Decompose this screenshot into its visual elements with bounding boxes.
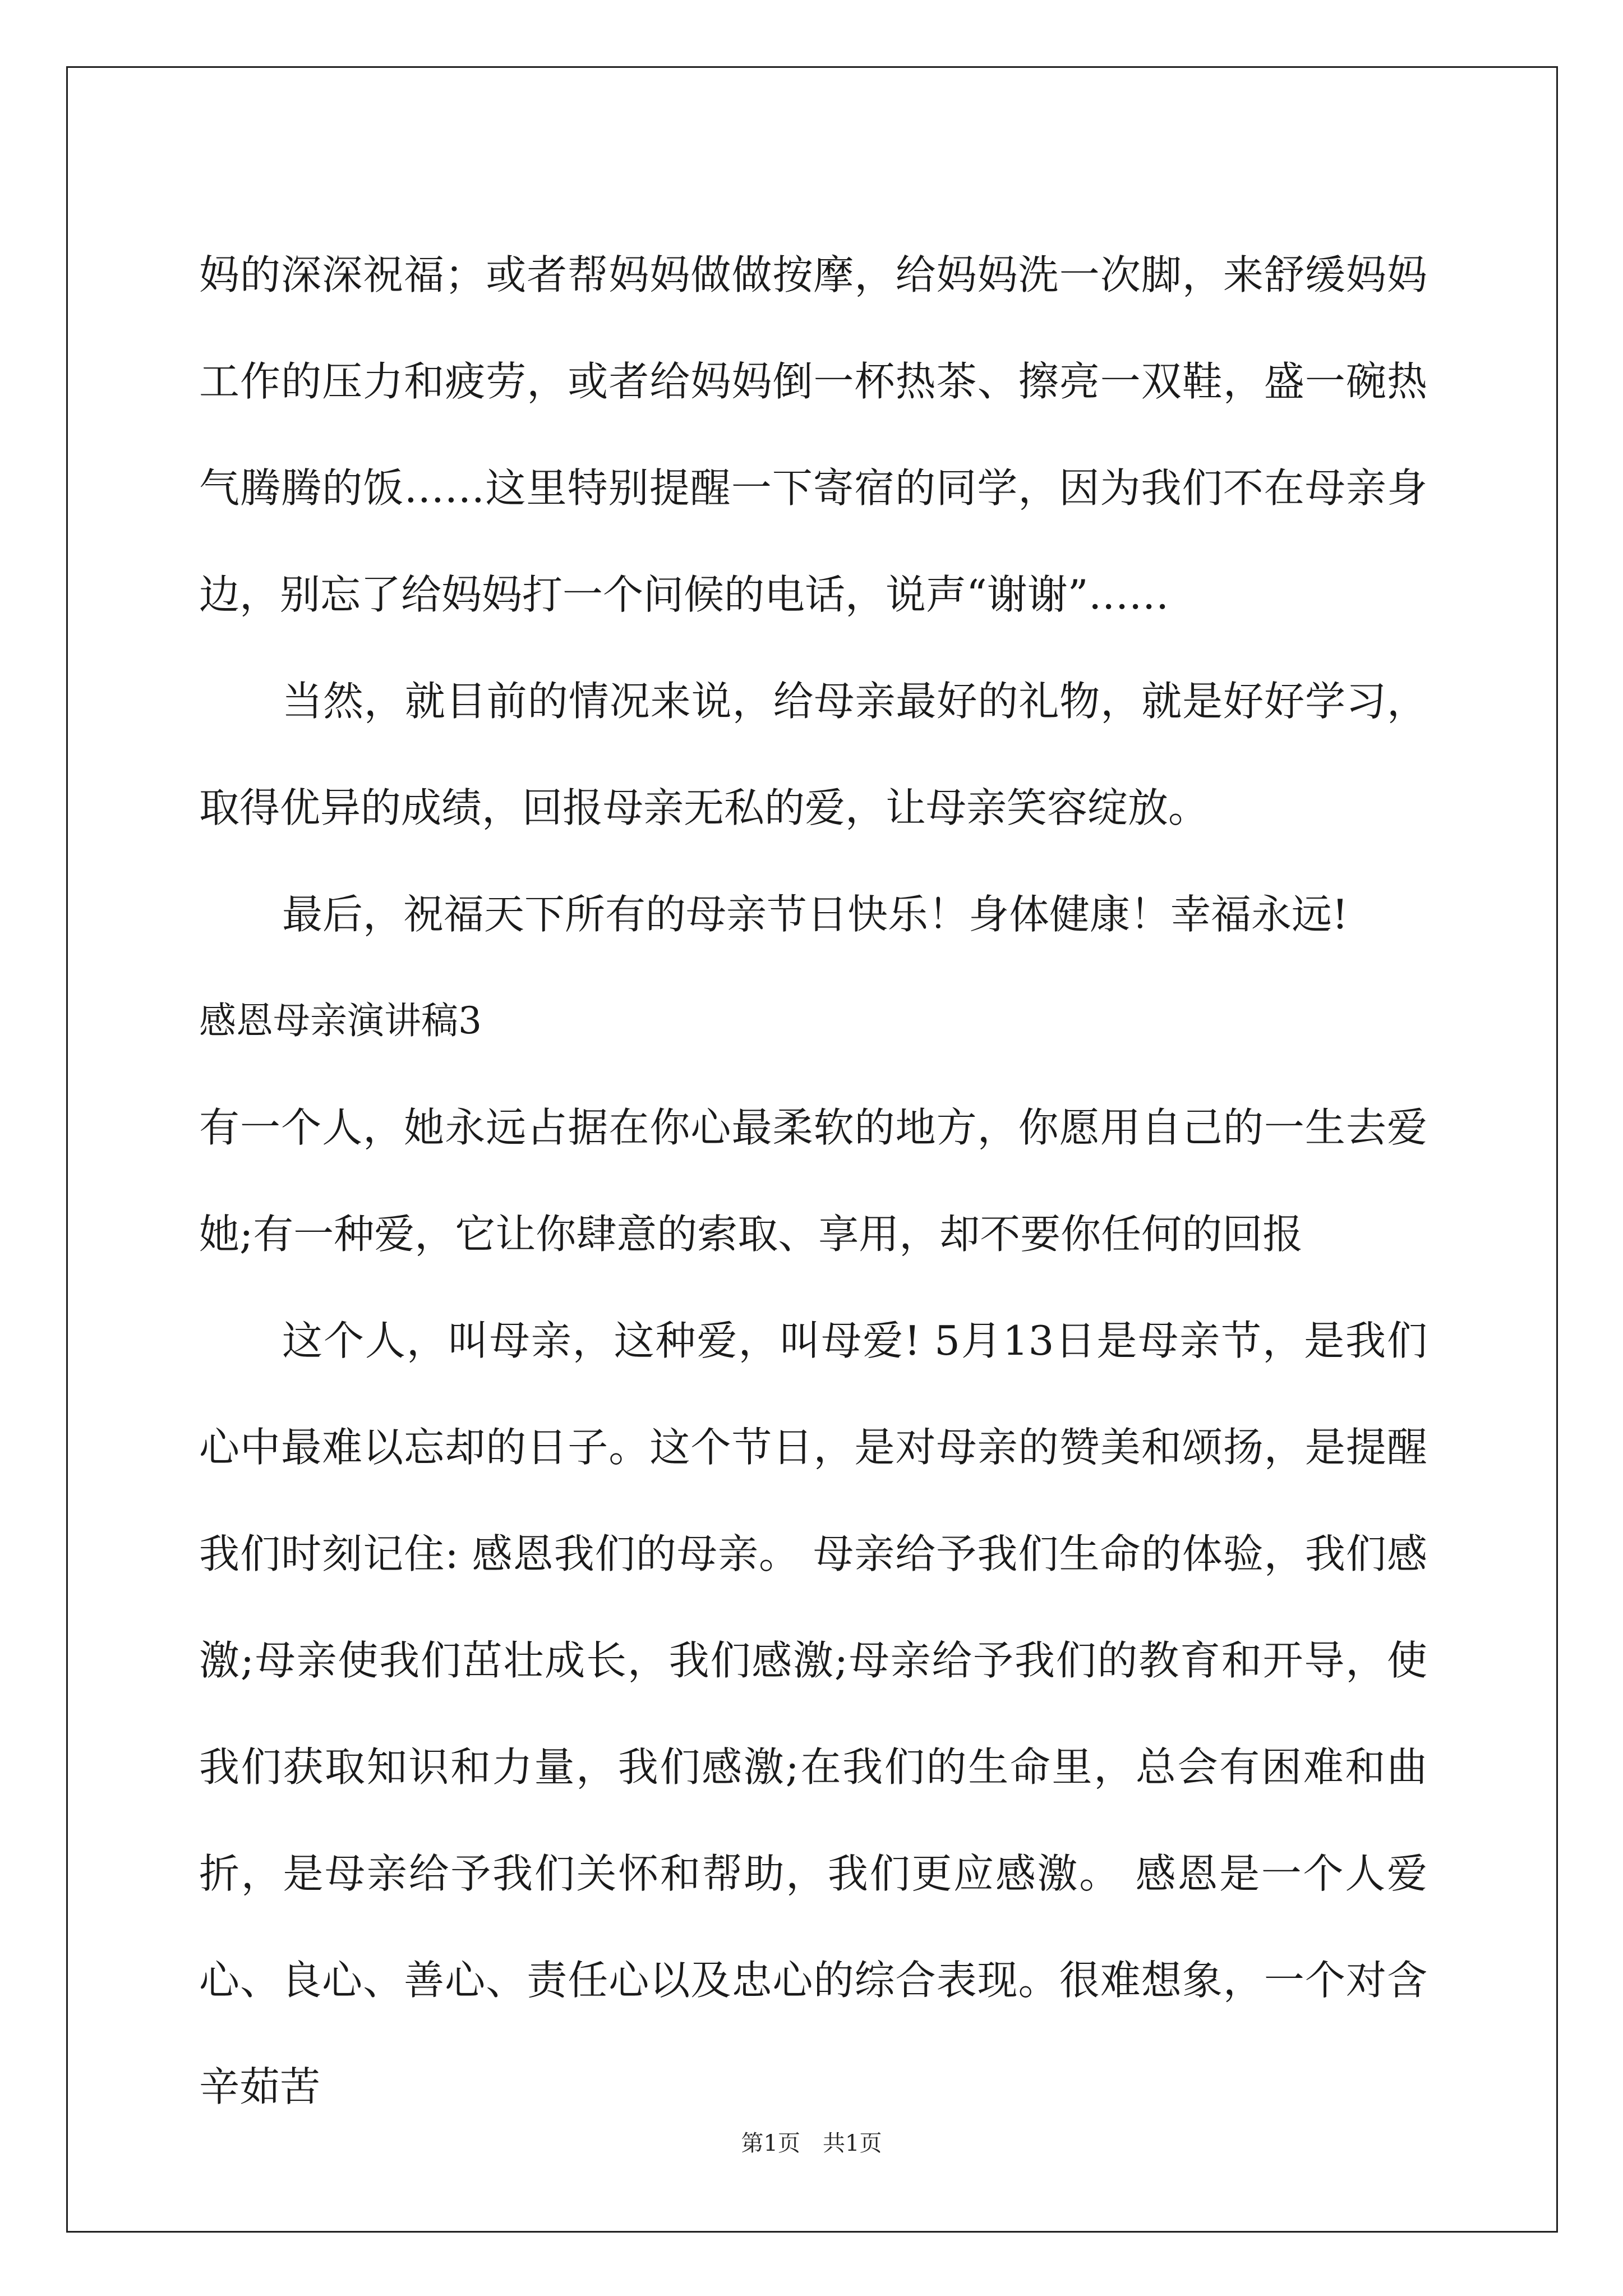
page-footer: 第1页 共1页 — [741, 2131, 882, 2156]
paragraph-intro: 有一个人，她永远占据在你心最柔软的地方，你愿用自己的一生去爱她;有一种爱，它让你肆意的索取、享用，却不要你任何的回报 — [199, 1104, 1427, 1258]
document-body — [199, 222, 1427, 2140]
paragraph-continuation: 妈的深深祝福；或者帮妈妈做做按摩，给妈妈洗一次脚，来舒缓妈妈工作的压力和疲劳，或者给妈妈倒一杯热茶、擦亮一双鞋，盛一碗热气腾腾的饭……这里特别提醒一下寄宿的同学，因为我们不在母亲身边，别忘了给妈妈打一个问候的电话，说声“谢谢”…… — [199, 251, 1427, 618]
paragraph-mothers-day: 这个人，叫母亲，这种爱，叫母爱! 5月13日是母亲节，是我们心中最难以忘却的日子。这个节日，是对母亲的赞美和颂扬，是提醒我们时刻记住: 感恩我们的母亲。 母亲给予我们生命的体验，我们感激;母亲使我们茁壮成长，我们感激;母亲给予我们的教育和开导，使我们获取知识和力量，我们感激;在我们的生命里，总会有困难和曲折，是母亲给予我们关怀和帮助，我们更应感激。 感恩是一个人爱心、良心、善心、责任心以及忠心的综合表现。很难想象，一个对含辛茹苦 — [199, 1317, 1427, 2110]
paragraph-closing-wishes: 最后，祝福天下所有的母亲节日快乐！身体健康！幸福永远! — [282, 891, 1348, 938]
paragraph-best-gift: 当然，就目前的情况来说，给母亲最好的礼物，就是好好学习，取得优异的成绩，回报母亲无私的爱，让母亲笑容绽放。 — [199, 678, 1427, 831]
section-heading: 感恩母亲演讲稿3 — [199, 999, 482, 1042]
